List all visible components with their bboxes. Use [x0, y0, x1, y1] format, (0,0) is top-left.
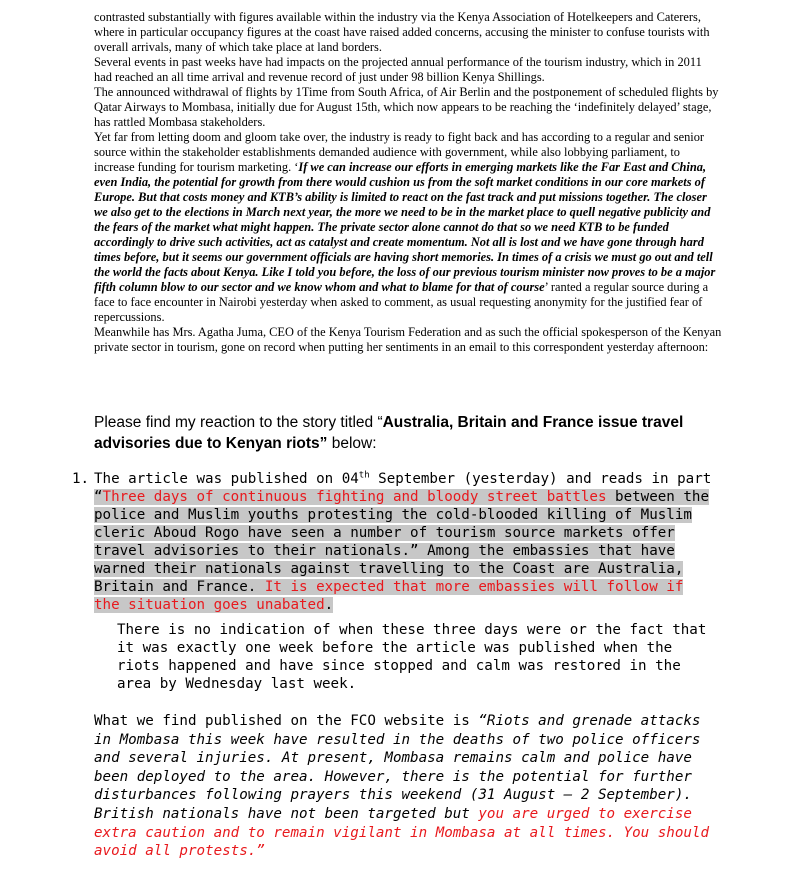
article-paragraph-1: contrasted substantially with figures available within the industry via the Kenya Association of Hotelkeepers and Caterers, where in particular occupancy figures at the coast have raised added concerns, accusing the minister to confuse tourists with overall arrivals, many of which take place at land borders.	[94, 10, 710, 54]
indented-note: There is no indication of when these three days were or the fact that it was exactly one week before the article was published when the riots happened and have since stopped and calm was restored in the area by Wednesday last week.	[117, 622, 707, 692]
article-paragraph-2: Several events in past weeks have had impacts on the projected annual performance of the tourism industry, which in 2011 had reached an all time arrival and revenue record of just under 98 billion Kenya Shillings.	[94, 55, 702, 84]
excerpt-end: .	[324, 597, 334, 613]
list-item-1	[72, 470, 712, 614]
red-excerpt-2: It is expected that more embassies will follow if the situation goes unabated	[94, 579, 684, 613]
paragraph-4-outro: ’ ranted a regular source during a face to face encounter in Nairobi yesterday when asked to comment, as usual requesting anonymity for the justified fear of repercussions.	[94, 280, 709, 324]
list-number: 1.	[72, 471, 90, 487]
reaction-suffix: below:	[327, 435, 377, 452]
article-paragraph-4	[94, 130, 722, 325]
item-lead-tail: September (yesterday) and reads in part	[369, 471, 712, 487]
highlighted-excerpt	[94, 489, 709, 613]
reaction-prefix: Please find my reaction to the story titled “	[94, 414, 383, 431]
ordinal-suffix: th	[358, 470, 370, 481]
fco-lead: What we find published on the FCO website is	[94, 713, 479, 729]
story-title: Australia, Britain and France issue travel advisories due to Kenyan riots”	[94, 414, 684, 452]
list-item-body	[94, 470, 712, 614]
fco-quote: “Riots and grenade attacks in Mombasa this week have resulted in the deaths of two police officers and several injuries. At present, Mombasa remains calm and police have been deployed to the area. However, there is the potential for further disturbances following prayers this weekend (31 August – 2 September). British nationals have not been targeted but	[94, 713, 701, 822]
item-lead: The article was published on 04	[94, 471, 359, 487]
fco-quote-red: you are urged to exercise extra caution and to remain vigilant in Mombasa at all times. You should avoid all protests.”	[94, 805, 709, 860]
article-paragraph-3: The announced withdrawal of flights by 1Time from South Africa, of Air Berlin and the postponement of scheduled flights by Qatar Airways to Mombasa, initially due for August 15th, which now appears to be reaching the ‘indefinitely delayed’ stage, has rattled Mombasa stakeholders.	[94, 85, 719, 129]
reaction-intro	[94, 412, 714, 454]
article-body	[94, 10, 722, 355]
fco-paragraph	[94, 712, 714, 861]
source-quote: If we can increase our efforts in emerging markets like the Far East and China, even India, the potential for growth from there would cushion us from the soft market conditions in our core markets of Europe. But that costs money and KTB’s ability is limited to react on the fast track and put missions together. The closer we also get to the elections in March next year, the more we need to be in the market place to quell negative publicity and the fears of the market what might happen. The private sector alone cannot do that so we need KTB to be funded accordingly to drive such activities, act as catalyst and create momentum. Not all is lost and we have gone through hard times before, but it seems our government officials are having short memories. In times of a crisis we must go out and tell the world the facts about Kenya. Like I told you before, the loss of our previous tourism minister now proves to be a major fifth column blow to our sector and we know whom and what to blame for that of course	[94, 160, 716, 294]
article-paragraph-5: Meanwhile has Mrs. Agatha Juma, CEO of the Kenya Tourism Federation and as such the official spokesperson of the Kenyan private sector in tourism, gone on record when putting her sentiments in an email to this correspondent yesterday afternoon:	[94, 325, 722, 354]
excerpt-middle: between the police and Muslim youths protesting the cold-blooded killing of Muslim cleric Aboud Rogo have seen a number of tourism source markets offer travel advisories to their nationals.” Among the embassies that have warned their nationals against travelling to the Coast are Australia, Britain and France.	[94, 489, 710, 595]
red-excerpt-1: Three days of continuous fighting and bloody street battles	[102, 489, 607, 505]
open-quote: “	[94, 489, 103, 505]
paragraph-4-intro: Yet far from letting doom and gloom take over, the industry is ready to fight back and has according to a regular and senior source within the stakeholder establishments demanded audience with government, while also lobbying parliament, to increase funding for tourism marketing. ‘	[94, 130, 705, 174]
